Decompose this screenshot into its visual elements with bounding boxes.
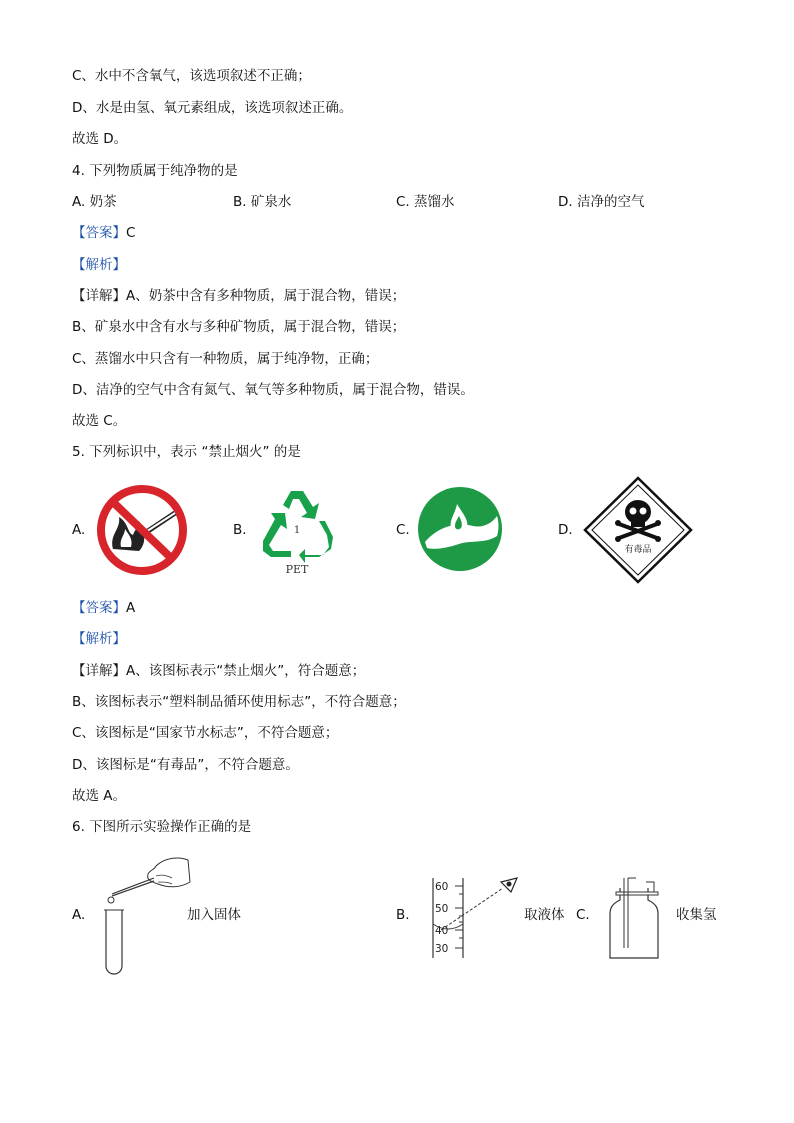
gas-bottle-figure (606, 874, 662, 962)
pet-label: PET (285, 563, 309, 576)
question-4: 4. 下列物质属于纯净物的是 (72, 163, 238, 179)
tick-40: 40 (435, 925, 449, 937)
detail-text: A、奶茶中含有多种物质，属于混合物，错误； (126, 288, 406, 304)
q4-option-c: C. 蒸馏水 (396, 194, 455, 210)
line-d-statement: D、水是由氢、氧元素组成，该选项叙述正确。 (72, 100, 353, 116)
q4-option-d: D. 洁净的空气 (558, 194, 645, 210)
q5-detail-3: C、该图标是“国家节水标志”，不符合题意； (72, 725, 339, 741)
q4-detail-4: D、洁净的空气中含有氮气、氧气等多种物质，属于混合物，错误。 (72, 382, 474, 398)
q6-option-a: A. (72, 907, 86, 923)
water-saving-icon (417, 486, 503, 572)
recycle-pet-icon (253, 485, 341, 579)
q6-caption-b: 取液体 (524, 907, 565, 923)
answer-value: A (126, 600, 136, 616)
q4-detail-1 (72, 287, 405, 305)
q5-detail-4: D、该图标是“有毒品”，不符合题意。 (72, 757, 299, 773)
q4-detail-2: B、矿泉水中含有水与多种矿物质，属于混合物，错误； (72, 319, 406, 335)
measuring-cylinder-figure (425, 874, 525, 962)
q6-caption-a: 加入固体 (187, 907, 241, 923)
line-c-statement: C、水中不含氧气，该选项叙述不正确； (72, 68, 311, 84)
line-choose-d: 故选 D。 (72, 131, 128, 147)
q5-detail-1 (72, 662, 365, 680)
answer-tag: 【答案】 (72, 225, 126, 241)
q4-option-a: A. 奶茶 (72, 194, 117, 210)
detail-text: A、该图标表示“禁止烟火”，符合题意； (126, 663, 366, 679)
q5-option-d: D. (558, 522, 573, 538)
toxic-sign (583, 476, 693, 584)
q5-conclusion: 故选 A。 (72, 788, 127, 804)
toxic-label: 有毒品 (624, 545, 652, 555)
q4-answer-line (72, 224, 135, 242)
q5-option-b: B. (233, 522, 247, 538)
q6-option-c: C. (576, 907, 590, 923)
q4-conclusion: 故选 C。 (72, 413, 127, 429)
detail-tag: 【详解】 (72, 663, 126, 679)
q6-option-b: B. (396, 907, 410, 923)
q5-analysis-tag: 【解析】 (72, 631, 126, 647)
q5-option-a: A. (72, 522, 86, 538)
question-6: 6. 下图所示实验操作正确的是 (72, 819, 252, 835)
q5-option-c: C. (396, 522, 410, 538)
pet-number: 1 (293, 525, 301, 536)
q5-detail-2: B、该图标表示“塑料制品循环使用标志”，不符合题意； (72, 694, 406, 710)
answer-value: C (126, 225, 136, 241)
question-5: 5. 下列标识中，表示 “禁止烟火” 的是 (72, 444, 301, 460)
q5-answer-line (72, 599, 135, 617)
tick-60: 60 (435, 881, 449, 893)
no-fire-sign (95, 483, 189, 577)
q4-detail-3: C、蒸馏水中只含有一种物质，属于纯净物，正确； (72, 351, 379, 367)
q4-analysis-tag: 【解析】 (72, 257, 126, 273)
q6-caption-c: 收集氢 (676, 907, 717, 923)
tick-30: 30 (435, 943, 449, 955)
answer-tag: 【答案】 (72, 600, 126, 616)
q4-option-b: B. 矿泉水 (233, 194, 292, 210)
tick-50: 50 (435, 903, 449, 915)
add-solid-figure (98, 852, 194, 976)
detail-tag: 【详解】 (72, 288, 126, 304)
